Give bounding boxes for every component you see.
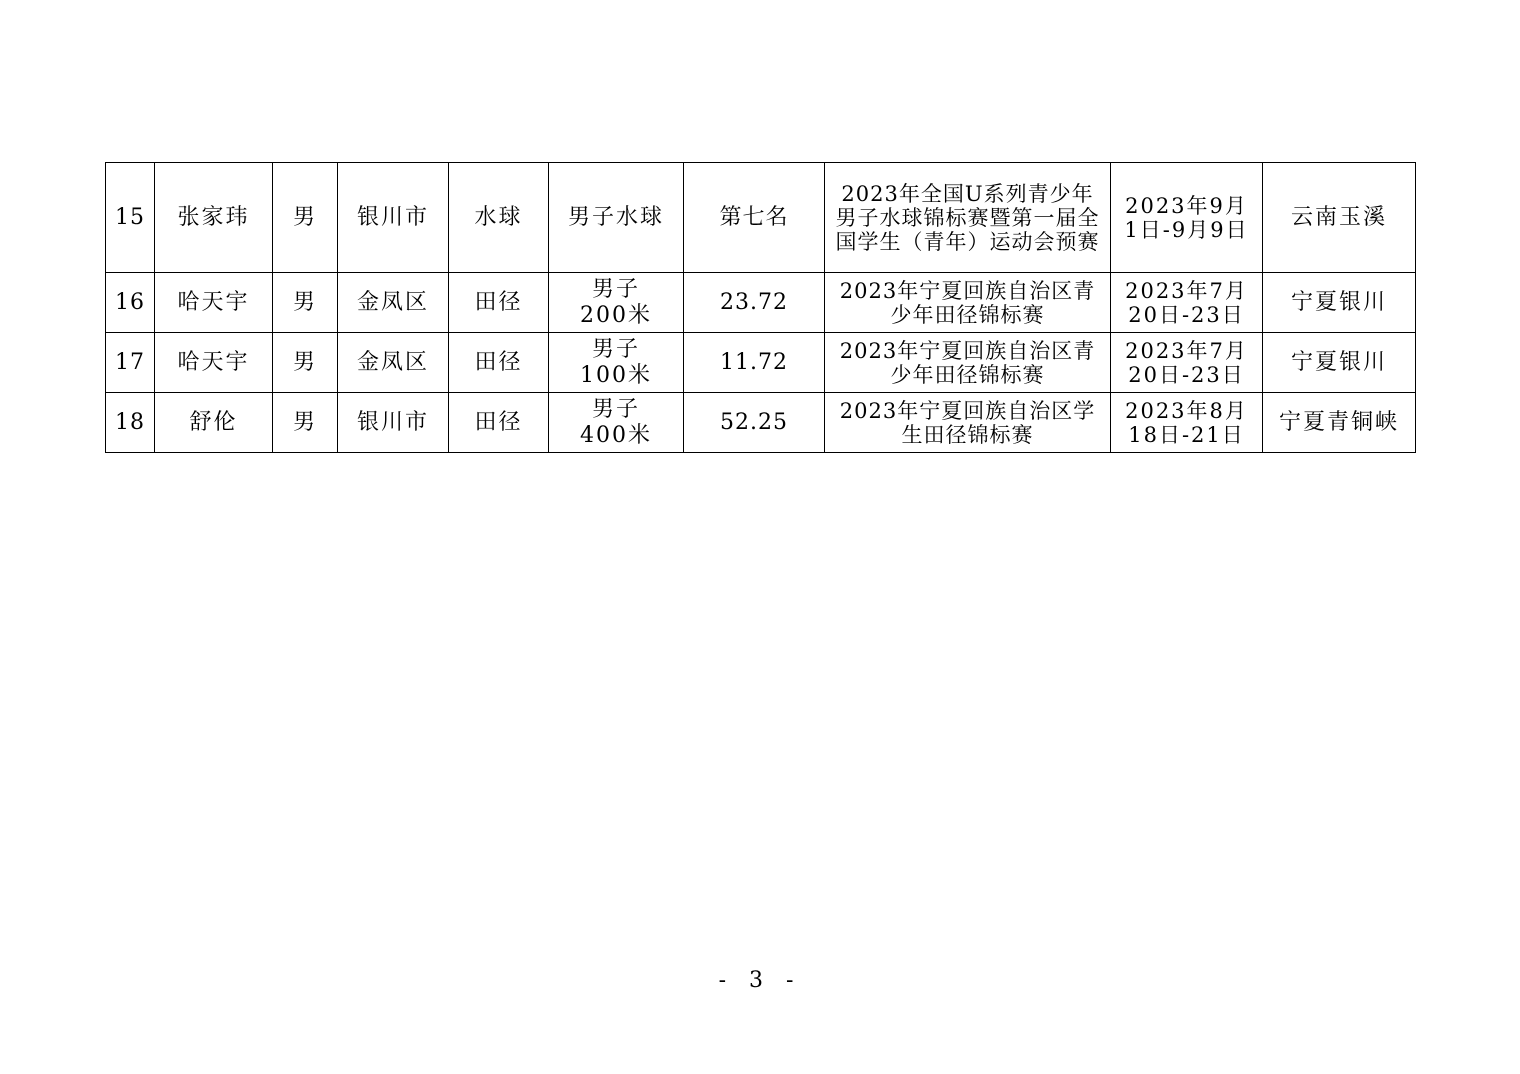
- page-number: - 3 -: [718, 968, 802, 993]
- athlete-name: 哈天宇: [155, 273, 273, 333]
- sport-type: 田径: [449, 333, 549, 393]
- athlete-region: 金凤区: [338, 273, 449, 333]
- competition-date: 2023年7月20日-23日: [1111, 273, 1263, 333]
- sport-type: 田径: [449, 393, 549, 453]
- result-value: 23.72: [684, 273, 825, 333]
- athlete-name: 舒伦: [155, 393, 273, 453]
- table-row: [106, 333, 1416, 393]
- event-item: 男子 400米: [549, 393, 684, 453]
- competition-date: 2023年7月20日-23日: [1111, 333, 1263, 393]
- competition-name: 2023年宁夏回族自治区青少年田径锦标赛: [825, 333, 1111, 393]
- table-row: [106, 393, 1416, 453]
- athlete-gender: 男: [273, 393, 338, 453]
- event-item: 男子 100米: [549, 333, 684, 393]
- row-number: 17: [106, 333, 155, 393]
- result-value: 52.25: [684, 393, 825, 453]
- athlete-gender: 男: [273, 333, 338, 393]
- event-item: 男子 200米: [549, 273, 684, 333]
- athlete-region: 银川市: [338, 393, 449, 453]
- row-number: 16: [106, 273, 155, 333]
- athlete-gender: 男: [273, 273, 338, 333]
- competition-venue: 宁夏银川: [1263, 333, 1416, 393]
- competition-venue: 云南玉溪: [1263, 163, 1416, 273]
- result-value: 第七名: [684, 163, 825, 273]
- competition-date: 2023年8月18日-21日: [1111, 393, 1263, 453]
- table-row: [106, 163, 1416, 273]
- sport-type: 水球: [449, 163, 549, 273]
- competition-date: 2023年9月1日-9月9日: [1111, 163, 1263, 273]
- competition-venue: 宁夏青铜峡: [1263, 393, 1416, 453]
- competition-venue: 宁夏银川: [1263, 273, 1416, 333]
- competition-name: 2023年全国U系列青少年男子水球锦标赛暨第一届全国学生（青年）运动会预赛: [825, 163, 1111, 273]
- sport-type: 田径: [449, 273, 549, 333]
- athlete-name: 哈天宇: [155, 333, 273, 393]
- row-number: 15: [106, 163, 155, 273]
- athlete-region: 金凤区: [338, 333, 449, 393]
- table-row: [106, 273, 1416, 333]
- row-number: 18: [106, 393, 155, 453]
- competition-name: 2023年宁夏回族自治区青少年田径锦标赛: [825, 273, 1111, 333]
- athlete-gender: 男: [273, 163, 338, 273]
- competition-name: 2023年宁夏回族自治区学生田径锦标赛: [825, 393, 1111, 453]
- athlete-region: 银川市: [338, 163, 449, 273]
- awards-table: [105, 162, 1416, 453]
- result-value: 11.72: [684, 333, 825, 393]
- event-item: 男子水球: [549, 163, 684, 273]
- athlete-name: 张家玮: [155, 163, 273, 273]
